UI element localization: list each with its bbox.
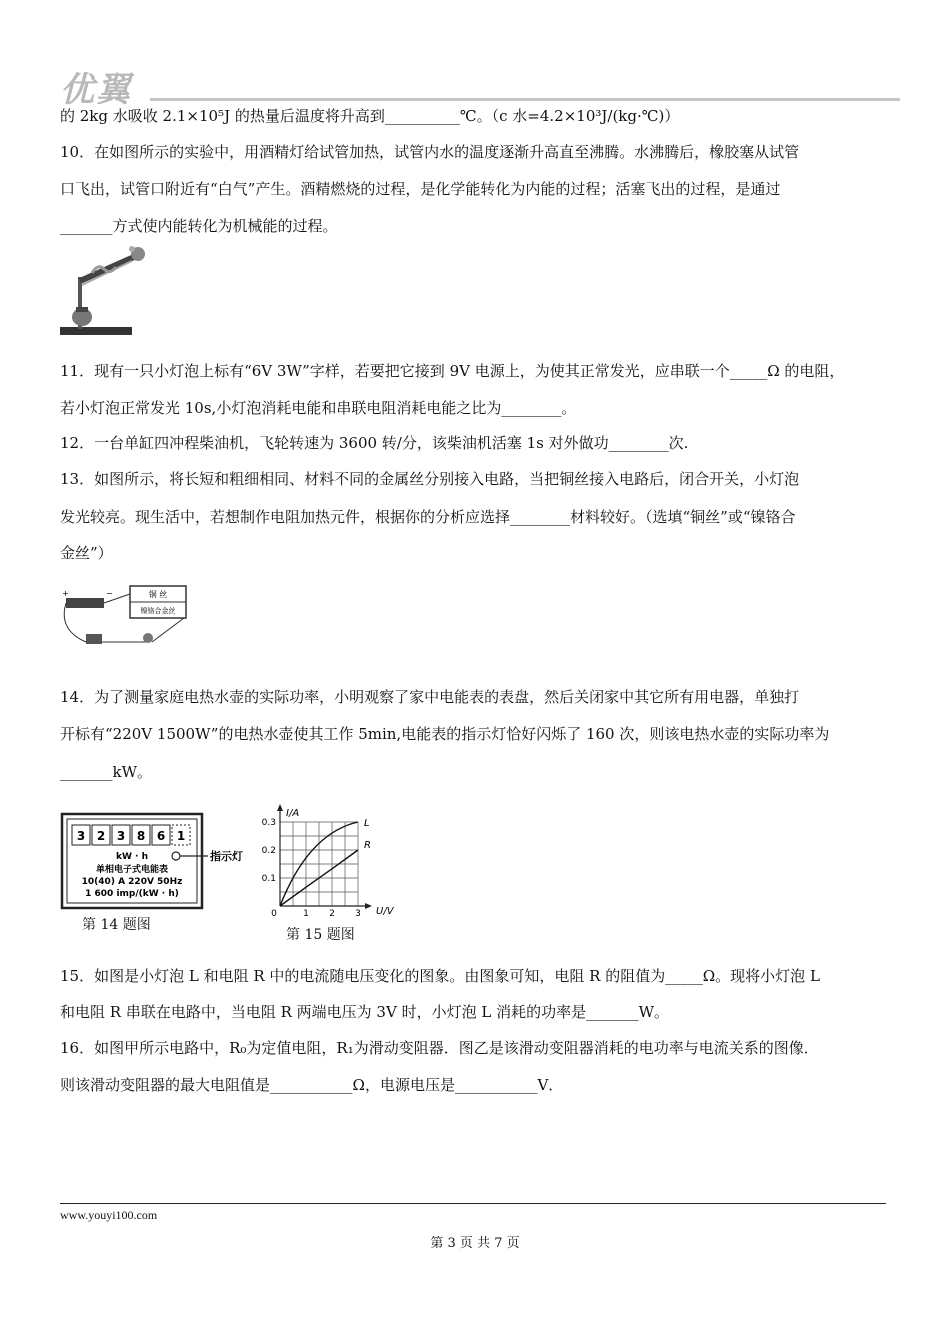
q10-line3: _______方式使内能转化为机械能的过程。 (60, 217, 338, 235)
origin-label: 0 (271, 909, 277, 919)
q15-line2: 和电阻 R 串联在电路中，当电阻 R 两端电压为 3V 时，小灯泡 L 消耗的功率是_______W。 (60, 1003, 669, 1021)
q9-tail-line: 的 2kg 水吸收 2.1×10⁵J 的热量后温度将升高到__________℃。（c 水=4.2×10³J/(kg·℃)） (60, 107, 680, 125)
q16-line1: 16．如图甲所示电路中，R₀为定值电阻，R₁为滑动变阻器．图乙是该滑动变阻器消耗的电功率与电流关系的图像． (60, 1039, 819, 1057)
q13-line3: 金丝”） (60, 544, 113, 562)
y-tick-label: 0.3 (261, 818, 276, 828)
y-axis-label: I/A (286, 808, 300, 819)
q16-line2: 则该滑动变阻器的最大电阻值是___________Ω，电源电压是___________V． (60, 1076, 564, 1094)
q10-line1: 10．在如图所示的实验中，用酒精灯给试管加热，试管内水的温度逐渐升高直至沸腾。水沸腾后，橡胶塞从试管 (60, 143, 800, 161)
q12-line: 12．一台单缸四冲程柴油机，飞轮转速为 3600 转/分，该柴油机活塞 1s 对外做功________次. (60, 434, 689, 452)
series-l-label: L (364, 818, 370, 829)
svg-text:+: + (62, 589, 69, 598)
q14-line1: 14．为了测量家庭电热水壶的实际功率，小明观察了家中电能表的表盘，然后关闭家中其它所有用电器，单独打 (60, 688, 800, 706)
logo-text: 优翼 (60, 70, 132, 110)
header-rule (150, 98, 900, 101)
y-tick-label: 0.1 (261, 874, 276, 884)
q15-line1: 15．如图是小灯泡 L 和电阻 R 中的电流随电压变化的图象。由图象可知，电阻 R 的阻值为_____Ω。现将小灯泡 L (60, 967, 820, 985)
meter-digits (72, 825, 190, 845)
y-tick-label: 0.2 (261, 846, 276, 856)
meter-line2: 10(40) A 220V 50Hz (81, 877, 183, 887)
meter-digit: 8 (136, 829, 146, 843)
footer-rule (60, 1203, 886, 1204)
meter-line3: 1 600 imp/(kW · h) (85, 889, 179, 899)
header-logo (60, 62, 900, 110)
x-tick-label: 1 (303, 909, 309, 919)
series-r-label: R (364, 840, 371, 851)
q13-line2: 发光较亮。现生活中，若想制作电阻加热元件，根据你的分析应选择________材料较好。（选填“铜丝”或“镍铬合 (60, 508, 796, 526)
test-tube-apparatus-figure (56, 245, 152, 343)
q14-line2: 开标有“220V 1500W”的电热水壶使其工作 5min,电能表的指示灯恰好闪烁了 160 次，则该电热水壶的实际功率为 (60, 725, 830, 743)
meter-digit: 6 (156, 829, 166, 843)
meter-digit: 3 (116, 829, 126, 843)
nichrome-wire-label: 镍铬合金丝 (140, 607, 176, 615)
figure15-caption: 第 15 题图 (286, 927, 355, 943)
x-axis-label: U/V (376, 906, 394, 917)
copper-wire-label: 铜 丝 (148, 590, 168, 599)
circuit-figure (56, 580, 191, 652)
page-number: 第 3 页 共 7 页 (430, 1236, 520, 1251)
x-tick-label: 3 (355, 909, 361, 919)
indicator-light-icon (172, 852, 180, 860)
q11-line1: 11．现有一只小灯泡上标有“6V 3W”字样，若要把它接到 9V 电源上，为使其正常发光，应串联一个_____Ω 的电阻， (60, 362, 845, 380)
meter-digit: 2 (96, 829, 106, 843)
graph-grid (280, 822, 358, 906)
iu-graph (256, 800, 394, 919)
meter-line1: 单相电子式电能表 (95, 865, 169, 875)
q13-line1: 13．如图所示，将长短和粗细相同、材料不同的金属丝分别接入电路，当把铜丝接入电路后，闭合开关，小灯泡 (60, 470, 800, 488)
q11-line2: 若小灯泡正常发光 10s,小灯泡消耗电能和串联电阻消耗电能之比为________。 (60, 399, 577, 417)
indicator-label: 指示灯 (210, 850, 243, 863)
meter-digit: 3 (76, 829, 86, 843)
figure14-caption: 第 14 题图 (82, 917, 151, 933)
meter-unit: kW · h (115, 852, 149, 862)
footer-url: www.youyi100.com (60, 1208, 158, 1222)
x-tick-label: 2 (329, 909, 335, 919)
electric-meter-figure (60, 812, 250, 912)
q10-line2: 口飞出，试管口附近有“白气”产生。酒精燃烧的过程，是化学能转化为内能的过程；活塞飞出的过程，是通过 (60, 180, 781, 198)
svg-text:−: − (106, 589, 113, 598)
q14-line3: _______kW。 (60, 763, 153, 781)
meter-digit: 1 (176, 829, 186, 843)
